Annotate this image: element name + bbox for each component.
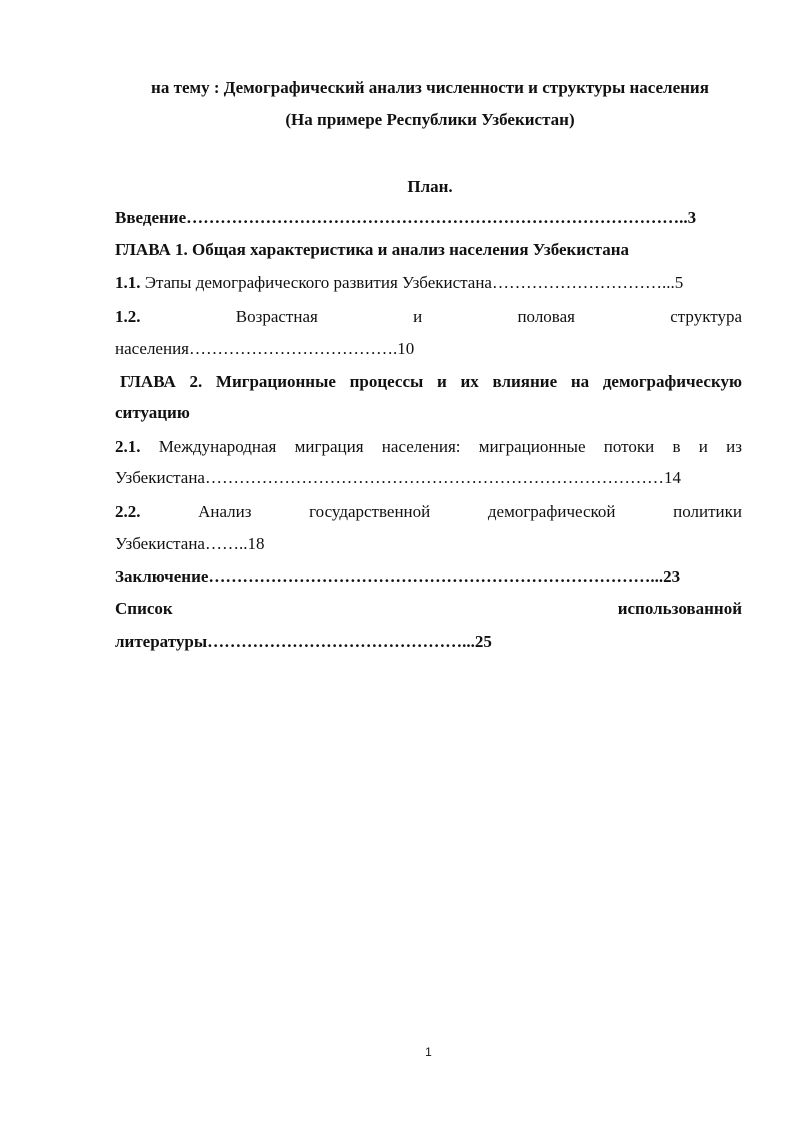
chapter-word: на <box>570 372 590 391</box>
document-title-line-1: на тему : Демографический анализ численности и структуры населения <box>151 78 709 97</box>
section-word: Возрастная <box>235 307 318 326</box>
toc-introduction: Введение……………………………………………………………………………..3 <box>115 208 697 227</box>
section-word: половая <box>517 307 575 326</box>
section-word: и <box>413 307 423 326</box>
chapter-word: их <box>460 372 479 391</box>
toc-conclusion: Заключение……………………………………………………………………...23 <box>115 567 681 586</box>
section-word: в <box>672 437 681 456</box>
section-word: из <box>726 437 742 456</box>
chapter-word: 2. <box>189 372 203 391</box>
toc-chapter-2 <box>120 372 742 392</box>
section-number: 2.2. <box>115 502 141 521</box>
section-title: Этапы демографического развития Узбекистана…………………………...5 <box>140 273 684 292</box>
page-number: 1 <box>425 1045 432 1059</box>
toc-section-1-2 <box>115 307 742 327</box>
section-word: населения: <box>381 437 461 456</box>
toc-references-continuation: литературы………………………………………...25 <box>115 632 492 651</box>
references-word: использованной <box>617 599 742 618</box>
section-word: Анализ <box>198 502 252 521</box>
toc-section-2-2-continuation: Узбекистана……..18 <box>115 534 265 553</box>
chapter-word: и <box>437 372 447 391</box>
section-word: миграция <box>294 437 364 456</box>
chapter-word: Миграционные <box>215 372 336 391</box>
chapter-word: влияние <box>492 372 558 391</box>
references-word: Список <box>115 599 173 618</box>
chapter-word: демографическую <box>602 372 742 391</box>
chapter-word: процессы <box>349 372 424 391</box>
section-word: потоки <box>603 437 655 456</box>
section-number: 1.2. <box>115 307 141 326</box>
toc-section-2-1 <box>115 437 742 457</box>
section-word: государственной <box>309 502 431 521</box>
plan-heading: План. <box>407 177 453 196</box>
toc-chapter-2-continuation: ситуацию <box>115 403 190 422</box>
section-word: структура <box>670 307 742 326</box>
section-number: 2.1. <box>115 437 141 456</box>
toc-chapter-1: ГЛАВА 1. Общая характеристика и анализ населения Узбекистана <box>115 240 630 259</box>
section-word: и <box>698 437 708 456</box>
toc-section-1-2-continuation: населения……………………………….10 <box>115 339 415 358</box>
section-word: Международная <box>158 437 277 456</box>
section-word: демографической <box>487 502 616 521</box>
toc-section-1-1 <box>115 273 742 293</box>
chapter-word: ГЛАВА <box>120 372 176 391</box>
toc-references <box>115 599 742 619</box>
document-title-line-2: (На примере Республики Узбекистан) <box>285 110 575 129</box>
section-word: политики <box>673 502 742 521</box>
toc-section-2-2 <box>115 502 742 522</box>
toc-section-2-1-continuation: Узбекистана………………………………………………………………………14 <box>115 468 681 487</box>
section-word: миграционные <box>478 437 586 456</box>
section-number: 1.1. <box>115 273 141 292</box>
